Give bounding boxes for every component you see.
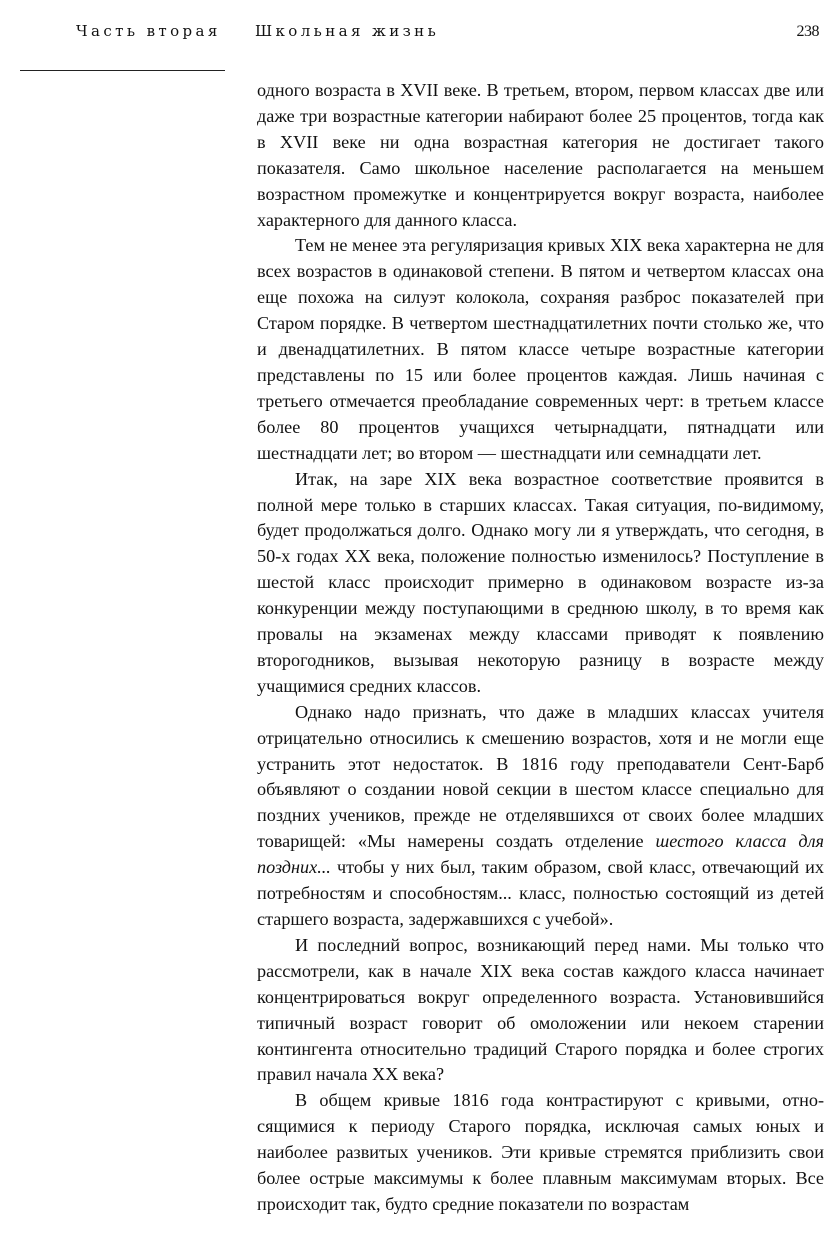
body-text bbox=[257, 78, 824, 1218]
paragraph-4-text: Однако надо признать, что даже в младших классах учителя отрицательно относились к смешению возрастов, хотя и не могли еще устранить этот недостаток. В 1816 году преподаватели Сент-Барб объявляют о создании новой секции в шестом классе специально для поздних учеников, прежде не отделявшихся от своих более младших товарищей: «Мы намерены создать отделение bbox=[257, 701, 824, 852]
paragraph-4-tail: чтобы у них был, таким образом, свой класс, отвечающий их потребностям и способностям... класс, полностью состоящий из детей старшего возраста, задержавшихся с учебой». bbox=[257, 857, 824, 929]
running-head bbox=[0, 22, 839, 52]
paragraph-3: Итак, на заре XIX века возрастное соответствие проявится в полной мере только в старших классах. Такая ситуация, по-видимому, будет продолжаться долго. Однако могу ли я утверждать, что сегодня, в 50-х годах XX века, положение полностью изменилось? Поступление в шестой класс происходит примерно в одинаковом возрасте из-за конкуренции между поступающими в среднюю школу, в то время как провалы на экзаменах между классами приводят к появлению второгодников, вызывая некоторую разницу в возрасте между учащимися средних классов. bbox=[257, 468, 824, 696]
quote-italic: шестого класса для поздних... bbox=[257, 831, 824, 878]
page-number: 238 bbox=[796, 23, 819, 40]
header-rule bbox=[20, 70, 225, 71]
chapter-title: Школьная жизнь bbox=[255, 22, 440, 40]
paragraph-1: одного возраста в XVII веке. В третьем, втором, первом классах две или даже три возрастные категории набирают более 25 процентов, тогда как в XVII веке ни одна возрастная категория не достигает такого показателя. Само школьное население располагается на меньшем возрастном промежутке и концентрируется вокруг возраста, наиболее характерного для данного класса. bbox=[257, 80, 824, 230]
paragraph-6: В общем кривые 1816 года контрастируют с кривыми, относящимися к периоду Старого порядка, исключая самых юных и наиболее развитых учеников. Эти кривые стремятся приблизить свои более острые максимумы к более плавным максимумам вторых. Все происходит так, будто средние показатели по возрастам bbox=[257, 1090, 824, 1214]
paragraph-2: Тем не менее эта регуляризация кривых XIX века характерна не для всех возрастов в одинаковой степени. В пятом и четвертом классах она еще похожа на силуэт колокола, сохраняя разброс показателей при Старом порядке. В четвертом шестнадцатилетних почти столько же, что и двенадцатилетних. В пятом классе четыре возрастные категории представлены по 15 или более процентов каждая. Лишь начиная с третьего отмечается преобладание современных черт: в третьем классе более 80 процентов учащихся четырнадцати, пятнадцати или шестнадцати лет; во втором — шестнадцати или семнадцати лет. bbox=[257, 235, 824, 463]
part-title: Часть вторая bbox=[76, 22, 221, 40]
paragraph-5: И последний вопрос, возникающий перед нами. Мы только что рассмотрели, как в начале XIX века состав каждого класса начинает концентрироваться вокруг определенного возраста. Установившийся типичный возраст говорит об омоложении или некоем старении контингента относительно традиций Старого порядка и более строгих правил начала XX века? bbox=[257, 934, 824, 1085]
paragraph-4 bbox=[257, 700, 824, 933]
